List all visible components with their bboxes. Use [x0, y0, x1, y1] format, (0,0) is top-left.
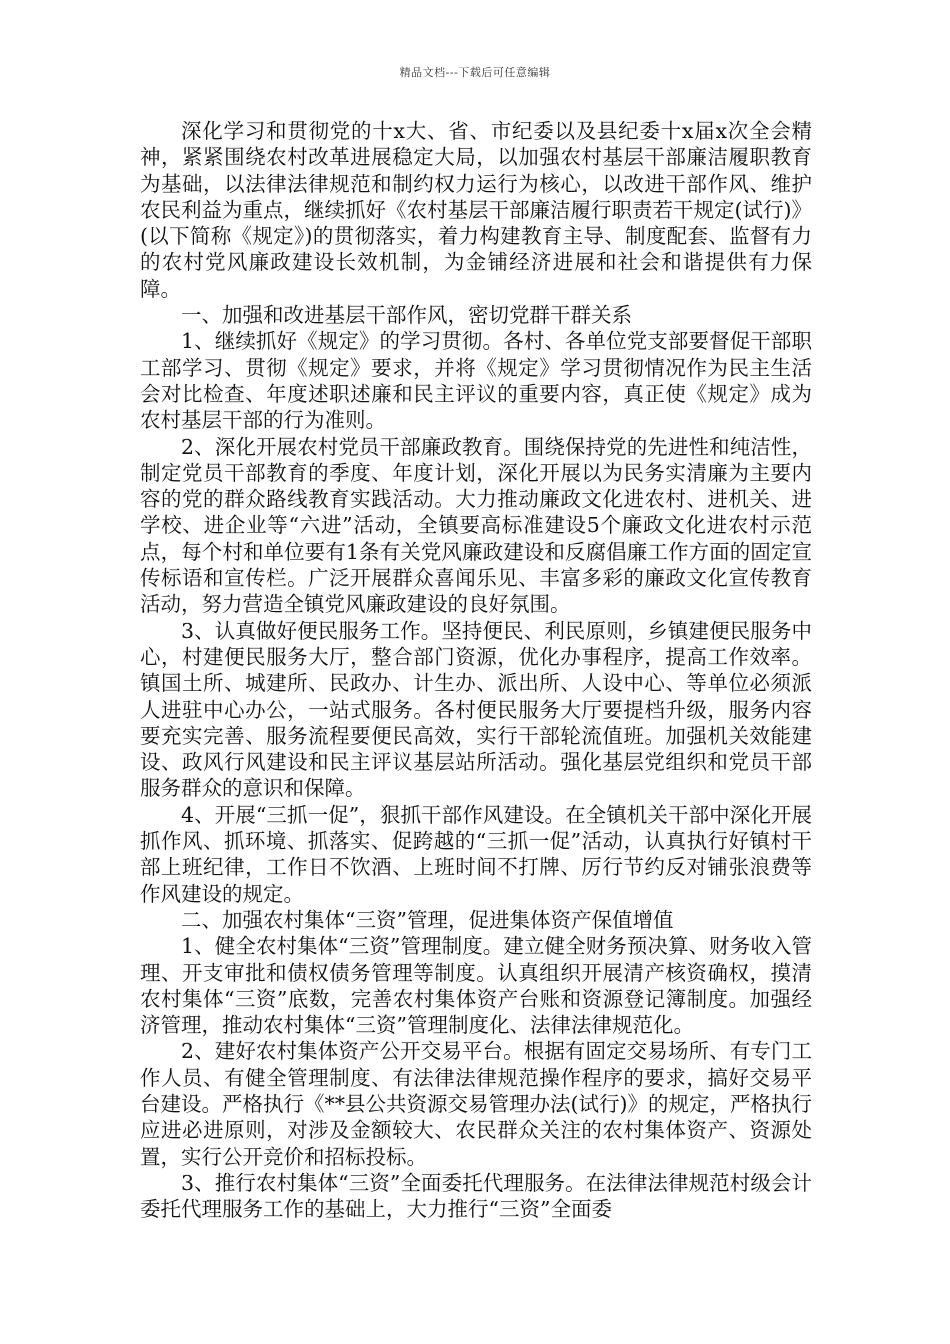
section-heading-1: 一、加强和改进基层干部作风，密切党群干群关系: [181, 303, 632, 328]
paragraph-1-1: 1、继续抓好《规定》的学习贯彻。各村、各单位党支部要督促干部职工部学习、贯彻《规定》要求，并将《规定》学习贯彻情况作为民主生活会对比检查、年度述职述廉和民主评议的重要内容，真正使《规定》成为农村基层干部的行为准则。: [140, 329, 812, 433]
document-body: [140, 118, 812, 1222]
paragraph-1-4: 4、开展“三抓一促”，狠抓干部作风建设。在全镇机关干部中深化开展抓作风、抓环境、抓落实、促跨越的“三抓一促”活动，认真执行好镇村干部上班纪律，工作日不饮酒、上班时间不打牌、厉行节约反对铺张浪费等作风建设的规定。: [140, 802, 812, 906]
page-header: 精品文档---下载后可任意编辑: [399, 66, 551, 79]
paragraph-1-3: 3、认真做好便民服务工作。坚持便民、利民原则，乡镇建便民服务中心，村建便民服务大厅，整合部门资源，优化办事程序，提高工作效率。镇国土所、城建所、民政办、计生办、派出所、人设中心、等单位必须派人进驻中心办公，一站式服务。各村便民服务大厅要提档升级，服务内容要充实完善、服务流程要便民高效，实行干部轮流值班。加强机关效能建设、政风行风建设和民主评议基层站所活动。强化基层党组织和党员干部服务群众的意识和保障。: [140, 618, 812, 801]
paragraph-2-1: 1、健全农村集体“三资”管理制度。建立健全财务预决算、财务收入管理、开支审批和债权债务管理等制度。认真组织开展清产核资确权，摸清农村集体“三资”底数，完善农村集体资产台账和资源登记簿制度。加强经济管理，推动农村集体“三资”管理制度化、法律法律规范化。: [140, 934, 812, 1038]
section-heading-2: 二、加强农村集体“三资”管理，促进集体资产保值增值: [181, 907, 674, 932]
paragraph-intro: 深化学习和贯彻党的十x大、省、市纪委以及县纪委十x届x次全会精神，紧紧围绕农村改革进展稳定大局，以加强农村基层干部廉洁履职教育为基础，以法律法律规范和制约权力运行为核心，以改进干部作风、维护农民利益为重点，继续抓好《农村基层干部廉洁履行职责若干规定(试行)》(以下简称《规定》)的贯彻落实，着力构建教育主导、制度配套、监督有力的农村党风廉政建设长效机制，为金铺经济进展和社会和谐提供有力保障。: [140, 119, 812, 301]
paragraph-2-3: 3、推行农村集体“三资”全面委托代理服务。在法律法律规范村级会计委托代理服务工作的基础上，大力推行“三资”全面委: [140, 1170, 812, 1222]
paragraph-2-2: 2、建好农村集体资产公开交易平台。根据有固定交易场所、有专门工作人员、有健全管理制度、有法律法律规范操作程序的要求，搞好交易平台建设。严格执行《**县公共资源交易管理办法(试行)》的规定，严格执行应进必进原则，对涉及金额较大、农民群众关注的农村集体资产、资源处置，实行公开竞价和招标投标。: [140, 1039, 812, 1169]
paragraph-1-2: 2、深化开展农村党员干部廉政教育。围绕保持党的先进性和纯洁性，制定党员干部教育的季度、年度计划，深化开展以为民务实清廉为主要内容的党的群众路线教育实践活动。大力推动廉政文化进农村、进机关、进学校、进企业等“六进”活动，全镇要高标准建设5个廉政文化进农村示范点，每个村和单位要有1条有关党风廉政建设和反腐倡廉工作方面的固定宣传标语和宣传栏。广泛开展群众喜闻乐见、丰富多彩的廉政文化宣传教育活动，努力营造全镇党风廉政建设的良好氛围。: [140, 434, 812, 617]
